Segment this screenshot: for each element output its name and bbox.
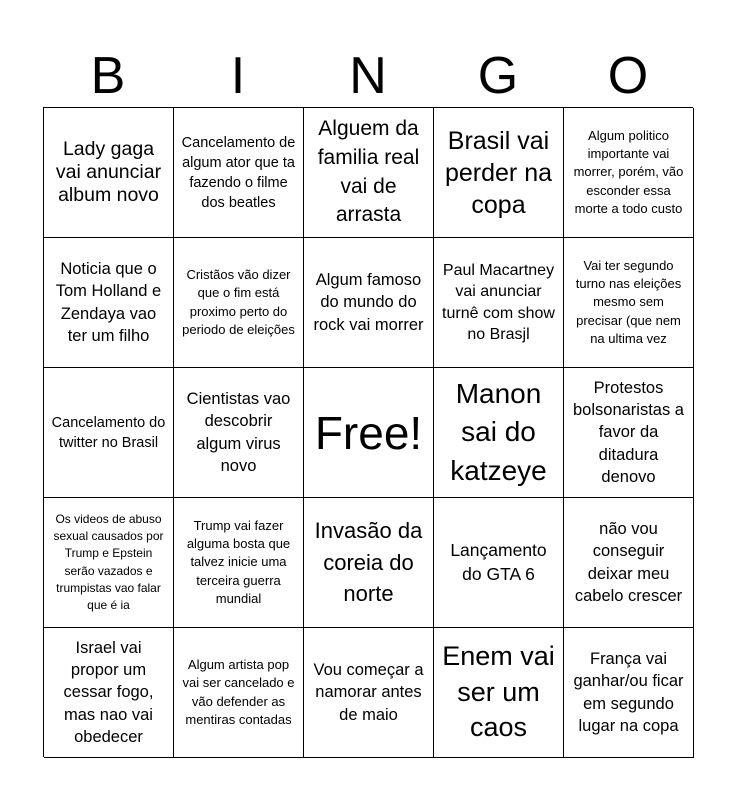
cell-text: Enem vai ser um caos [442, 640, 555, 743]
free-space-label: Free! [314, 406, 423, 459]
bingo-cell[interactable] [564, 498, 694, 628]
bingo-cell[interactable] [564, 108, 694, 238]
cell-text: Israel vai propor um cessar fogo, mas nao vai obedecer [63, 639, 154, 746]
bingo-cell[interactable] [174, 368, 304, 498]
bingo-cell[interactable] [434, 498, 564, 628]
bingo-cell[interactable] [564, 628, 694, 758]
bingo-cell[interactable] [434, 108, 564, 238]
bingo-cell[interactable] [434, 238, 564, 368]
bingo-cell[interactable] [44, 628, 174, 758]
cell-text: Cancelamento do twitter no Brasil [51, 414, 166, 451]
cell-text: Os videos de abuso sexual causados por Trump e Epstein serão vazados e trumpistas vao falar que é ia [53, 512, 164, 612]
cell-text: Vou começar a namorar antes de maio [313, 661, 424, 724]
cell-text: Alguem da familia real vai de arrasta [317, 116, 420, 227]
cell-text: Brasil vai perder na copa [444, 126, 553, 219]
cell-text: Lançamento do GTA 6 [450, 540, 547, 584]
bingo-header [43, 46, 693, 106]
bingo-cell[interactable] [174, 238, 304, 368]
cell-text: não vou conseguir deixar meu cabelo crescer [574, 520, 683, 605]
cell-text: Algum artista pop vai ser cancelado e vão defender as mentiras contadas [182, 657, 295, 727]
header-letter-n: N [349, 47, 387, 105]
bingo-cell[interactable] [304, 108, 434, 238]
bingo-cell[interactable] [304, 238, 434, 368]
header-letter-i: I [230, 47, 246, 105]
bingo-cell[interactable] [304, 498, 434, 628]
bingo-cell[interactable] [174, 108, 304, 238]
bingo-card-grid [43, 107, 693, 757]
cell-text: Cristãos vão dizer que o fim está proximo perto do periodo de eleições [182, 267, 295, 337]
cell-text: Vai ter segundo turno nas eleições mesmo sem precisar (que nem na ultima vez [575, 258, 682, 346]
cell-text: França vai ganhar/ou ficar em segundo lugar na copa [573, 650, 684, 735]
header-letter-o: O [607, 47, 649, 105]
cell-text: Lady gaga vai anunciar album novo [55, 138, 162, 206]
header-letter-b: B [90, 47, 126, 105]
bingo-cell[interactable] [564, 238, 694, 368]
cell-text: Invasão da coreia do norte [314, 517, 423, 607]
bingo-cell[interactable] [174, 498, 304, 628]
cell-text: Algum politico importante vai morrer, porém, vão esconder essa morte a todo custo [573, 128, 684, 216]
bingo-cell[interactable] [44, 368, 174, 498]
bingo-cell[interactable] [434, 368, 564, 498]
cell-text: Paul Macartney vai anunciar turnê com show no Brasjl [442, 261, 555, 343]
cell-text: Manon sai do katzeye [450, 378, 547, 486]
bingo-cell[interactable] [44, 108, 174, 238]
bingo-cell[interactable] [44, 498, 174, 628]
header-letter-g: G [477, 47, 519, 105]
bingo-cell[interactable] [44, 238, 174, 368]
cell-text: Cancelamento de algum ator que ta fazendo o filme dos beatles [181, 134, 296, 211]
bingo-cell[interactable] [434, 628, 564, 758]
cell-text: Noticia que o Tom Holland e Zendaya vao ter um filho [55, 260, 162, 345]
cell-text: Algum famoso do mundo do rock vai morrer [313, 271, 424, 334]
cell-text: Trump vai fazer alguma bosta que talvez inicie uma terceira guerra mundial [186, 518, 291, 606]
free-space[interactable] [304, 368, 434, 498]
bingo-cell[interactable] [174, 628, 304, 758]
bingo-cell[interactable] [304, 628, 434, 758]
cell-text: Protestos bolsonaristas a favor da ditadura denovo [573, 379, 684, 486]
bingo-cell[interactable] [564, 368, 694, 498]
cell-text: Cientistas vao descobrir algum virus novo [186, 390, 291, 475]
